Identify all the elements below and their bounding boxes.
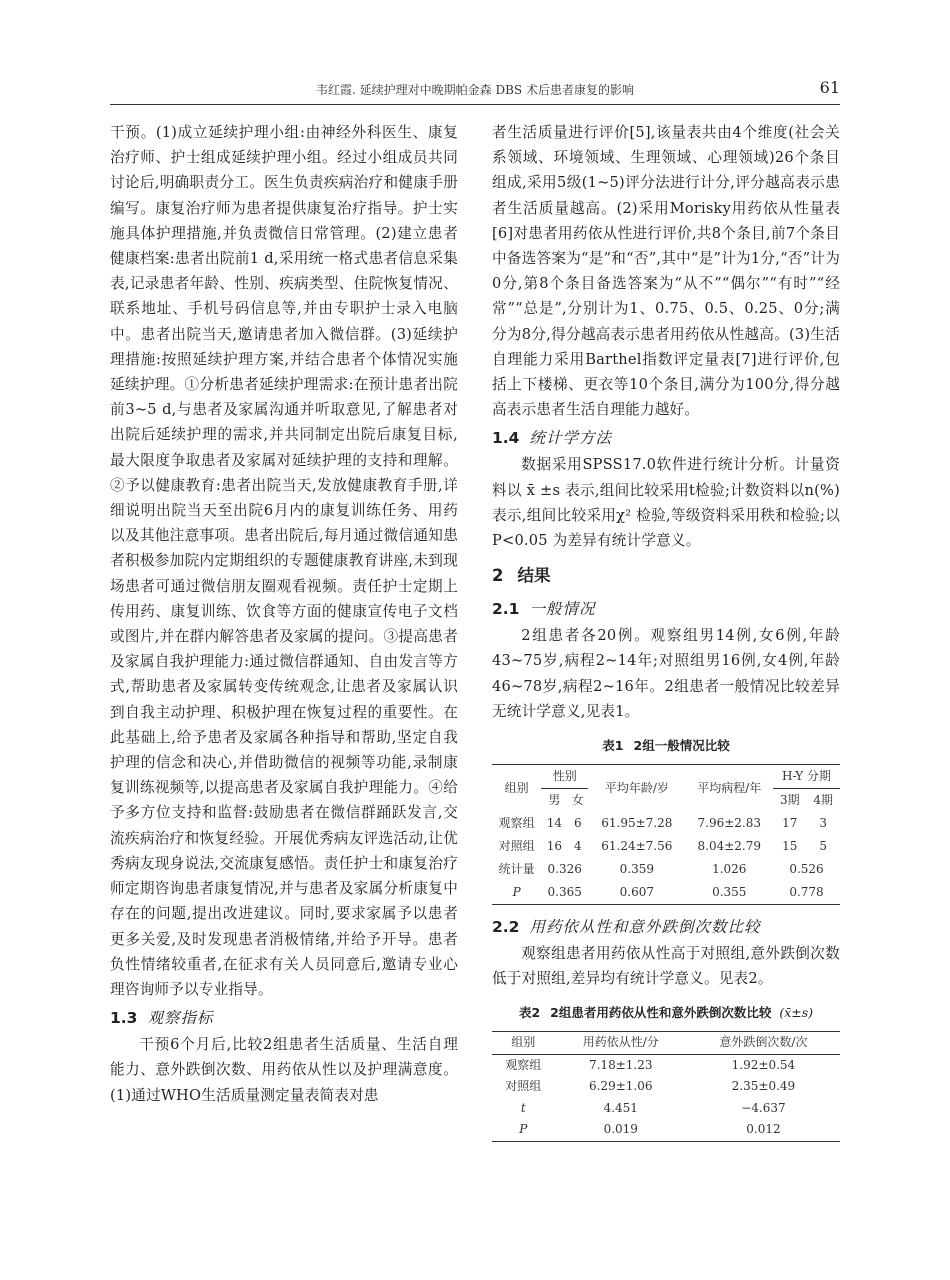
right-column [492,120,840,1142]
table-cell: 17 [782,816,798,831]
table-header: H-Y 分期 [773,765,840,789]
table-cell: 61.95±7.28 [601,816,673,831]
section-title: 观察指标 [147,1009,214,1028]
table-cell: 0.778 [773,881,840,905]
body-paragraph: 干预6个月后,比较2组患者生活质量、生活自理能力、意外跌倒次数、用药依从性以及护理满意度。(1)通过WHO生活质量测定量表简表对患 [110,1036,458,1104]
section-number: 2.2 [492,918,520,937]
table-header: 性别 [541,765,588,789]
section-title: 结果 [517,566,551,586]
section-number: 2 [492,566,504,586]
section-title: 统计学方法 [529,429,612,448]
table-header: 男 [548,793,561,808]
table-2-caption [492,1003,840,1021]
table-1 [492,764,840,905]
table-cell: 7.18±1.23 [588,1057,653,1072]
table-cell: 1.92±0.54 [731,1057,796,1072]
table-cell: t [520,1100,526,1115]
section-title: 用药依从性和意外跌倒次数比较 [529,918,761,937]
table-header: 意外跌倒次数/次 [687,1032,840,1055]
section-number: 1.3 [110,1009,138,1028]
table-cell: 4.451 [603,1100,638,1115]
table-cell: 8.04±2.79 [697,839,761,854]
running-header [110,78,840,105]
table-header: 组别 [492,1032,555,1055]
table-cell: 0.012 [687,1119,840,1141]
table-cell: 0.019 [555,1119,687,1141]
table-cell: 对照组 [505,1079,542,1094]
table-cell: 1.026 [712,862,747,877]
table-cell: 观察组 [505,1057,542,1072]
table-cell: 4 [574,839,582,854]
page-number: 61 [819,78,840,97]
table-cell: 5 [819,839,828,854]
table-header: 用药依从性/分 [555,1032,687,1055]
table-cell: 观察组 [498,816,535,831]
running-title: 韦红霞. 延续护理对中晚期帕金森 DBS 术后患者康复的影响 [316,83,634,97]
table-title: 2组一般情况比较 [633,738,730,754]
table-cell: P [492,1119,555,1141]
body-paragraph: 干预。(1)成立延续护理小组:由神经外科医生、康复治疗师、护士组成延续护理小组。经过小组成员共同讨论后,明确职责分工。医生负责疾病治疗和健康手册编写。康复治疗师为患者提供康复治疗指导。护士实施具体护理措施,并负责微信日常管理。(2)建立患者健康档案:患者出院前1 d,采用统一格式患者信息采集表,记录患者年龄、性别、疾病类型、住院恢复情况、联系地址、手机号码信息等,并由专职护士录入电脑中。患者出院当天,邀请患者加入微信群。(3)延续护理措施:按照延续护理方案,并结合患者个体情况实施延续护理。①分析患者延续护理需求:在预计患者出院前3~5 d,与患者及家属沟通并听取意见,了解患者对出院后延续护理的需求,并共同制定出院后康复目标,最大限度争取患者及家属对延续护理的支持和理解。②予以健康教育:患者出院当天,发放健康教育手册,详细说明出院当天至出院6月内的康复训练任务、用药以及其他注意事项。患者出院后,每月通过微信通知患者积极参加院内定期组织的专题健康教育讲座,未到现场患者可通过微信朋友圈观看视频。责任护士定期上传用药、康复训练、饮食等方面的健康宣传电子文档或图片,并在群内解答患者及家属的提问。③提高患者及家属自我护理能力:通过微信群通知、自由发言等方式,帮助患者及家属转变传统观念,让患者及家属认识到自我主动护理、积极护理在恢复过程的重要性。在此基础上,给予患者及家属各种指导和帮助,坚定自我护理的信念和决心,并借助微信的视频等功能,录制康复训练视频等,以提高患者及家属自我护理能力。④给予多方位支持和监督:鼓励患者在微信群踊跃发言,交流疾病治疗和恢复经验。开展优秀病友评选活动,让优秀病友现身说法,交流康复感悟。责任护士和康复治疗师定期咨询患者康复情况,并与患者及家属分析康复中存在的问题,提出改进建议。同时,要求家属予以患者更多关爱,及时发现患者消极情绪,并给予开导。患者负性情绪较重者,在征求有关人员同意后,邀请专业心理咨询师予以专业指导。 [110,124,458,998]
table-header: 女 [571,793,584,808]
table-cell: 统计量 [498,862,535,877]
section-heading-2 [492,561,840,591]
table-cell: 0.365 [541,881,588,905]
section-title: 一般情况 [529,600,596,619]
left-column [110,120,458,1108]
section-heading-2-1 [492,595,840,623]
table-cell: 0.359 [619,862,655,877]
table-title: 2组患者用药依从性和意外跌倒次数比较 [550,1005,772,1021]
body-paragraph: 数据采用SPSS17.0软件进行统计分析。计量资料以 x̄ ±s 表示,组间比较采用t检验;计数资料以n(%)表示,组间比较采用χ² 检验,等级资料采用秩和检验;以 P<0.05 为差异有统计学意义。 [492,456,840,550]
body-paragraph: 者生活质量进行评价[5],该量表共由4个维度(社会关系领域、环境领域、生理领域、心理领域)26个条目组成,采用5级(1~5)评分法进行计分,评分越高表示患者生活质量越高。(2)采用Morisky用药依从性量表[6]对患者用药依从性进行评价,共8个条目,前7个条目中备选答案为“是”和“否”,其中“是”计为1分,“否”计为0分,第8个条目备选答案为“从不”“偶尔”“有时”“经常”“总是”,分别计为1、0.75、0.5、0.25、0分;满分为8分,得分越高表示患者用药依从性越高。(3)生活自理能力采用Barthel指数评定量表[7]进行评价,包括上下楼梯、更衣等10个条目,满分为100分,得分越高表示患者生活自理能力越好。 [492,124,840,419]
body-paragraph: 2组患者各20例。观察组男14例,女6例,年龄43~75岁,病程2~14年;对照组男16例,女4例,年龄46~78岁,病程2~16年。2组患者一般情况比较差异无统计学意义,见表1。 [492,627,840,720]
table-header: 4期 [813,793,834,808]
table-header: 3期 [779,793,800,808]
table-cell: 61.24±7.56 [601,839,673,854]
table-cell: 0.355 [685,881,773,905]
section-heading-2-2 [492,913,840,941]
table-cell: 15 [782,839,798,854]
table-cell: 3 [819,816,828,831]
body-paragraph: 观察组患者用药依从性高于对照组,意外跌倒次数低于对照组,差异均有统计学意义。见表2。 [492,945,840,988]
table-header: 平均病程/年 [685,765,773,813]
table-cell: −4.637 [741,1100,786,1115]
table-header: 平均年龄/岁 [588,765,685,813]
table-cell: P [492,881,541,905]
table-number: 表1 [602,738,624,754]
table-cell: 0.526 [789,862,824,877]
table-1-caption [492,736,840,754]
section-number: 2.1 [492,600,520,619]
table-cell: 对照组 [498,839,535,854]
section-heading-1-4 [492,424,840,452]
table-cell: 2.35±0.49 [731,1079,796,1094]
table-header: 组别 [492,765,541,813]
table-cell: 7.96±2.83 [697,816,761,831]
table-cell: 6 [574,816,582,831]
table-cell: 0.326 [547,862,582,877]
table-number: 表2 [518,1005,541,1021]
section-number: 1.4 [492,429,520,448]
table-unit-note: (x̄±s) [779,1005,814,1021]
table-cell: 6.29±1.06 [588,1079,653,1094]
table-cell: 16 [546,839,563,854]
table-cell: 14 [546,816,563,831]
section-heading-1-3 [110,1004,458,1032]
table-2 [492,1031,840,1142]
table-cell: 0.607 [588,881,685,905]
